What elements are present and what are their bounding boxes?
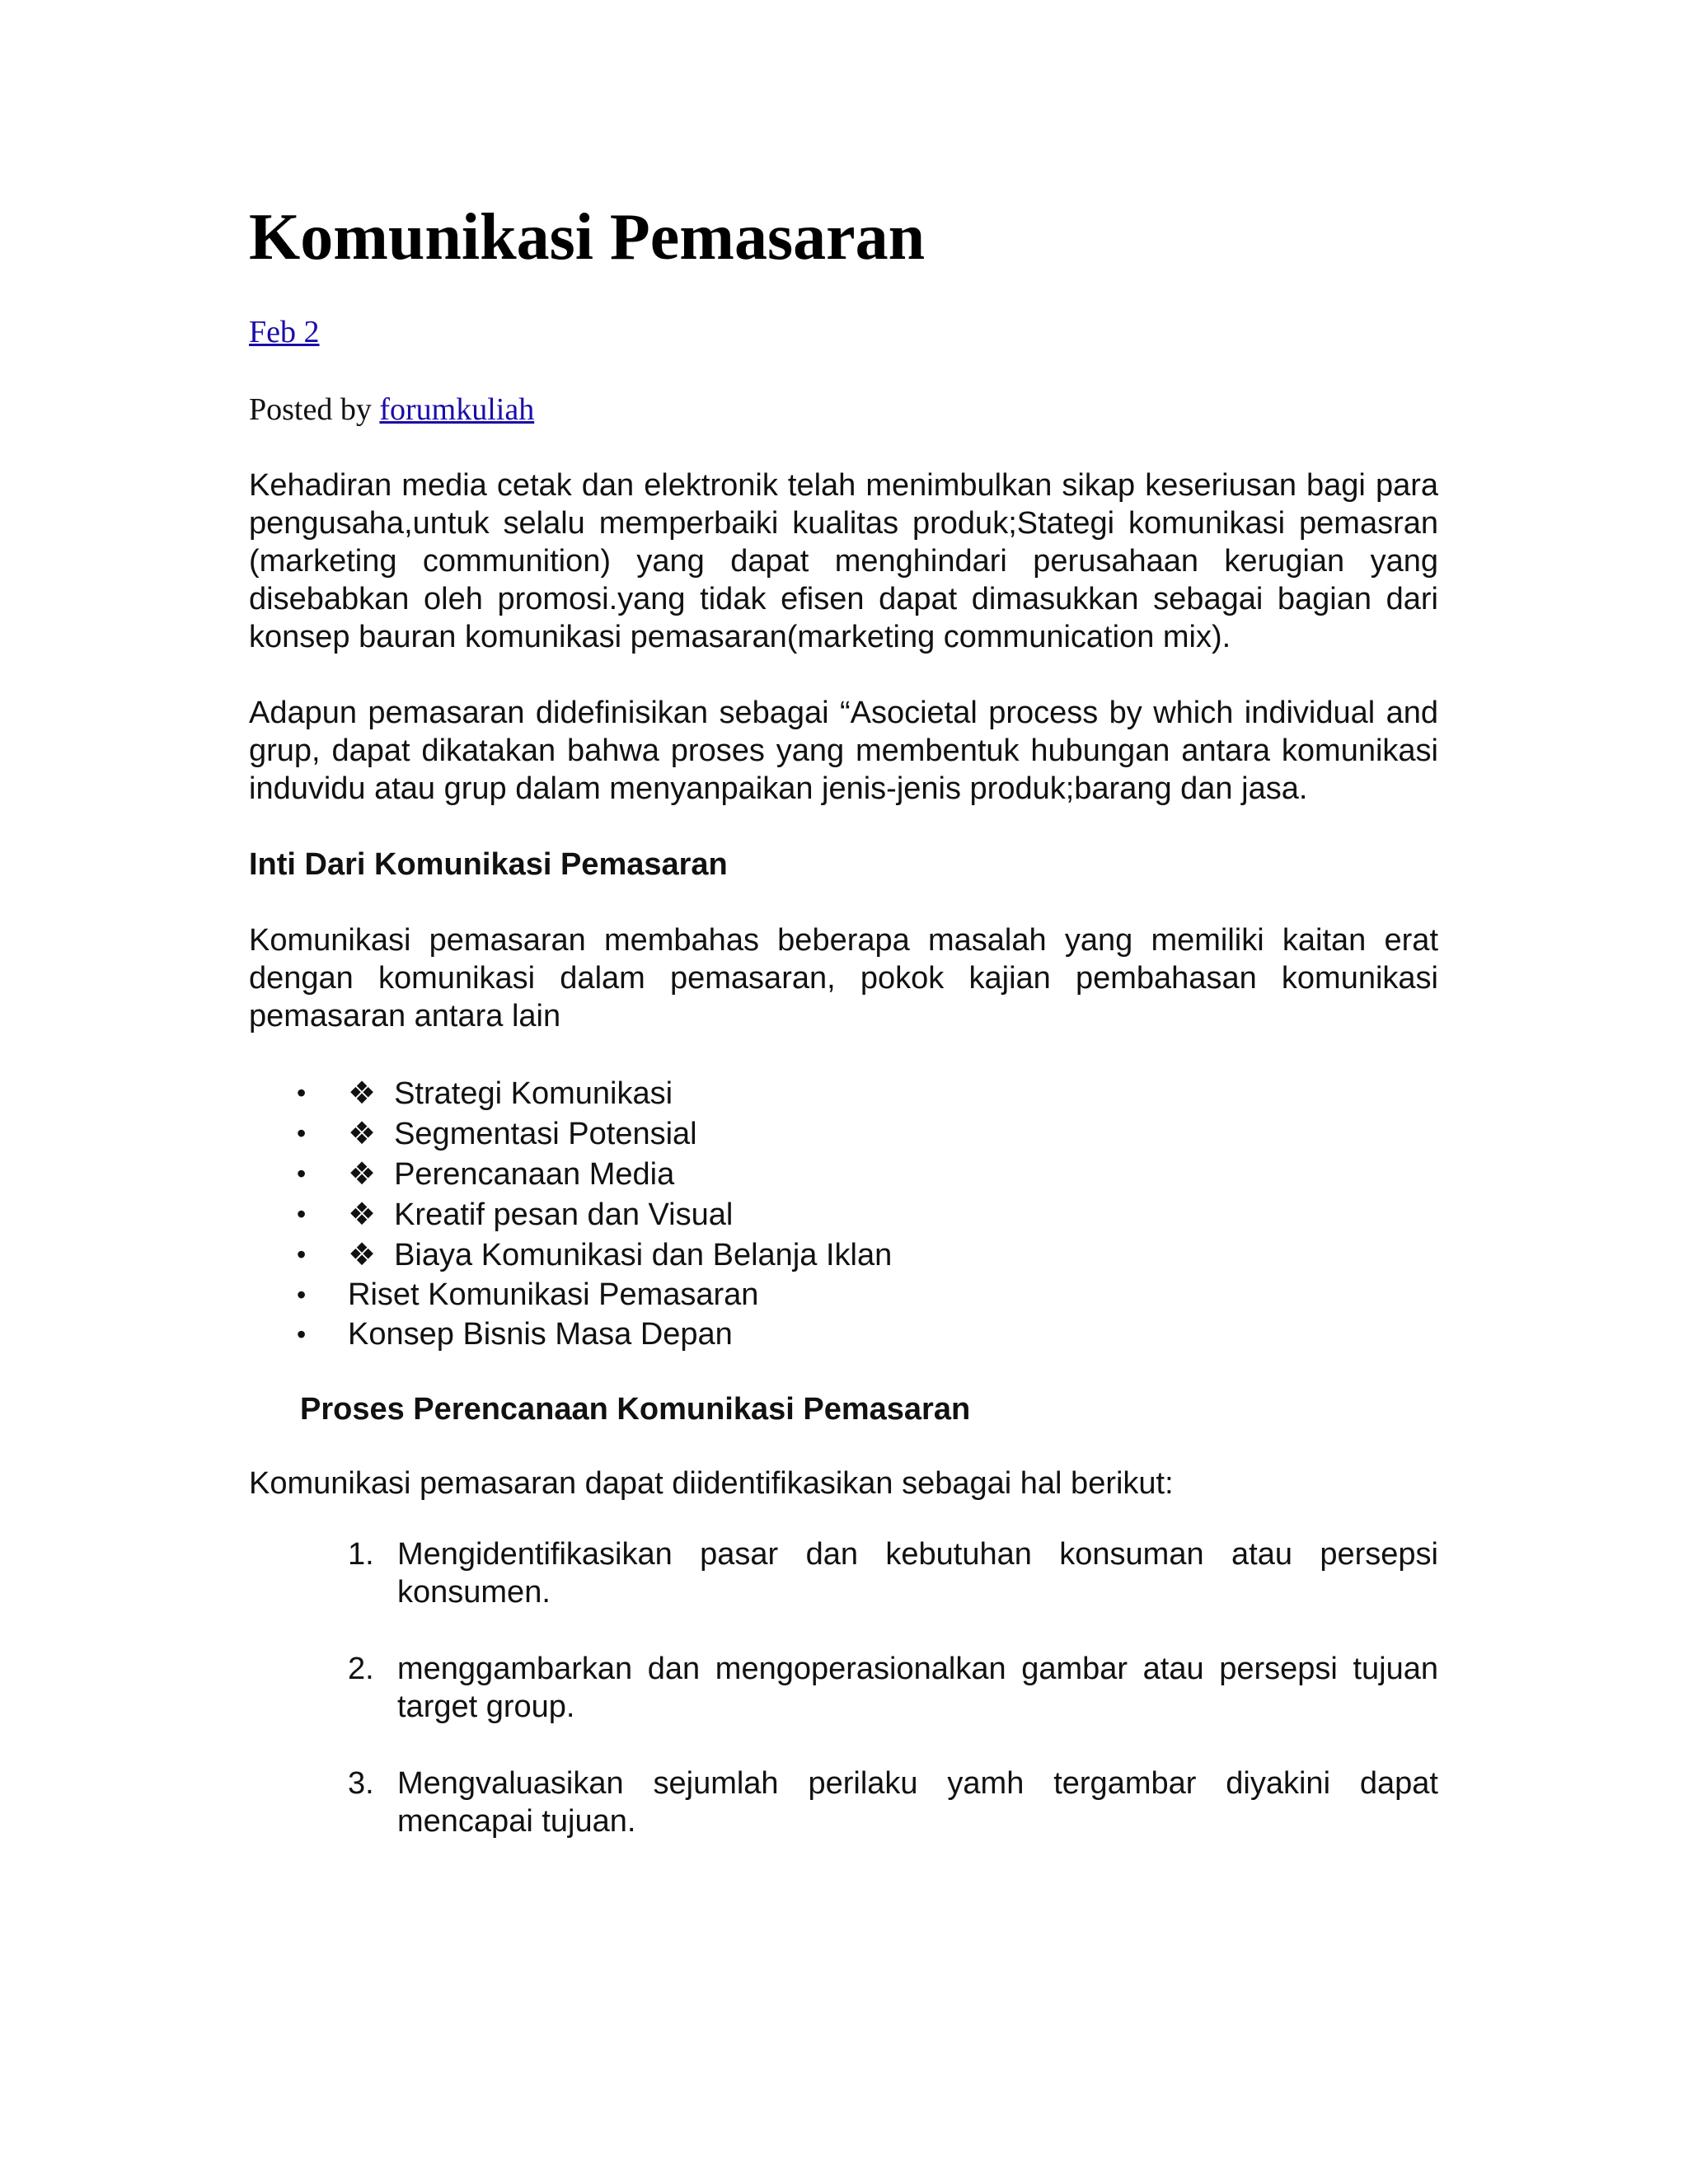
diamond-icon: ❖ — [348, 1236, 377, 1272]
numbered-item — [249, 1765, 1438, 1840]
item-number: 1. — [348, 1537, 374, 1572]
item-number: 2. — [348, 1652, 374, 1686]
document-page — [249, 198, 1438, 1879]
list-item — [249, 1275, 1438, 1315]
list-item-text: Riset Komunikasi Pemasaran — [348, 1277, 759, 1312]
diamond-icon: ❖ — [348, 1075, 377, 1111]
bullet-icon: • — [297, 1118, 307, 1148]
list-item — [249, 1235, 1438, 1275]
list-item — [249, 1315, 1438, 1354]
diamond-icon: ❖ — [348, 1155, 377, 1192]
bullet-icon: • — [297, 1280, 307, 1310]
bullet-icon: • — [297, 1159, 307, 1188]
core-intro-paragraph: Komunikasi pemasaran membahas beberapa masalah yang memiliki kaitan erat dengan komunikasi dalam pemasaran, pokok kajian pembahasan komunikasi pemasaran antara lain — [249, 923, 1438, 1033]
author-link[interactable]: forumkuliah — [379, 392, 535, 427]
list-item-text: Kreatif pesan dan Visual — [394, 1197, 734, 1232]
list-item-text: Konsep Bisnis Masa Depan — [348, 1317, 733, 1352]
list-item — [249, 1154, 1438, 1194]
date-link[interactable]: Feb 2 — [249, 315, 320, 349]
diamond-icon: ❖ — [348, 1196, 377, 1232]
numbered-item — [249, 1535, 1438, 1611]
list-item — [249, 1113, 1438, 1154]
posted-by-line — [249, 391, 1438, 429]
list-item — [249, 1194, 1438, 1235]
bullet-icon: • — [297, 1240, 307, 1269]
bullet-icon: • — [297, 1319, 307, 1349]
item-text: menggambarkan dan mengoperasionalkan gambar atau persepsi tujuan target group. — [397, 1652, 1438, 1724]
definition-paragraph: Adapun pemasaran didefinisikan sebagai “Asocietal process by which individual and grup, dapat dikatakan bahwa proses yang membentuk hubungan antara komunikasi induvidu atau grup dalam menyanpaikan jenis-jenis produk;barang dan jasa. — [249, 696, 1438, 806]
item-text: Mengidentifikasikan pasar dan kebutuhan konsuman atau persepsi konsumen. — [397, 1537, 1438, 1610]
item-text: Mengvaluasikan sejumlah perilaku yamh tergambar diyakini dapat mencapai tujuan. — [397, 1766, 1438, 1839]
list-item-text: Segmentasi Potensial — [394, 1117, 697, 1151]
bullet-icon: • — [297, 1078, 307, 1108]
topic-list — [249, 1073, 1438, 1354]
list-item — [249, 1073, 1438, 1113]
intro-paragraph: Kehadiran media cetak dan elektronik telah menimbulkan sikap keseriusan bagi para pengusaha,untuk selalu memperbaiki kualitas produk;Stategi komunikasi pemasran (marketing communition) yang dapat menghindari perusahaan kerugian yang disebabkan oleh promosi.yang tidak efisen dapat dimasukkan sebagai bagian dari konsep bauran komunikasi pemasaran(marketing communication mix). — [249, 468, 1438, 654]
process-heading: Proses Perencanaan Komunikasi Pemasaran — [300, 1392, 971, 1427]
list-item-text: Perencanaan Media — [394, 1157, 675, 1192]
diamond-icon: ❖ — [348, 1115, 377, 1151]
process-steps-list — [249, 1535, 1438, 1840]
core-heading: Inti Dari Komunikasi Pemasaran — [249, 847, 728, 882]
page-title: Komunikasi Pemasaran — [249, 201, 926, 274]
process-intro-paragraph: Komunikasi pemasaran dapat diidentifikasikan sebagai hal berikut: — [249, 1466, 1174, 1501]
numbered-item — [249, 1650, 1438, 1726]
posted-by-label: Posted by — [249, 392, 380, 427]
bullet-icon: • — [297, 1199, 307, 1229]
item-number: 3. — [348, 1766, 374, 1801]
list-item-text: Biaya Komunikasi dan Belanja Iklan — [394, 1238, 893, 1272]
list-item-text: Strategi Komunikasi — [394, 1076, 673, 1111]
